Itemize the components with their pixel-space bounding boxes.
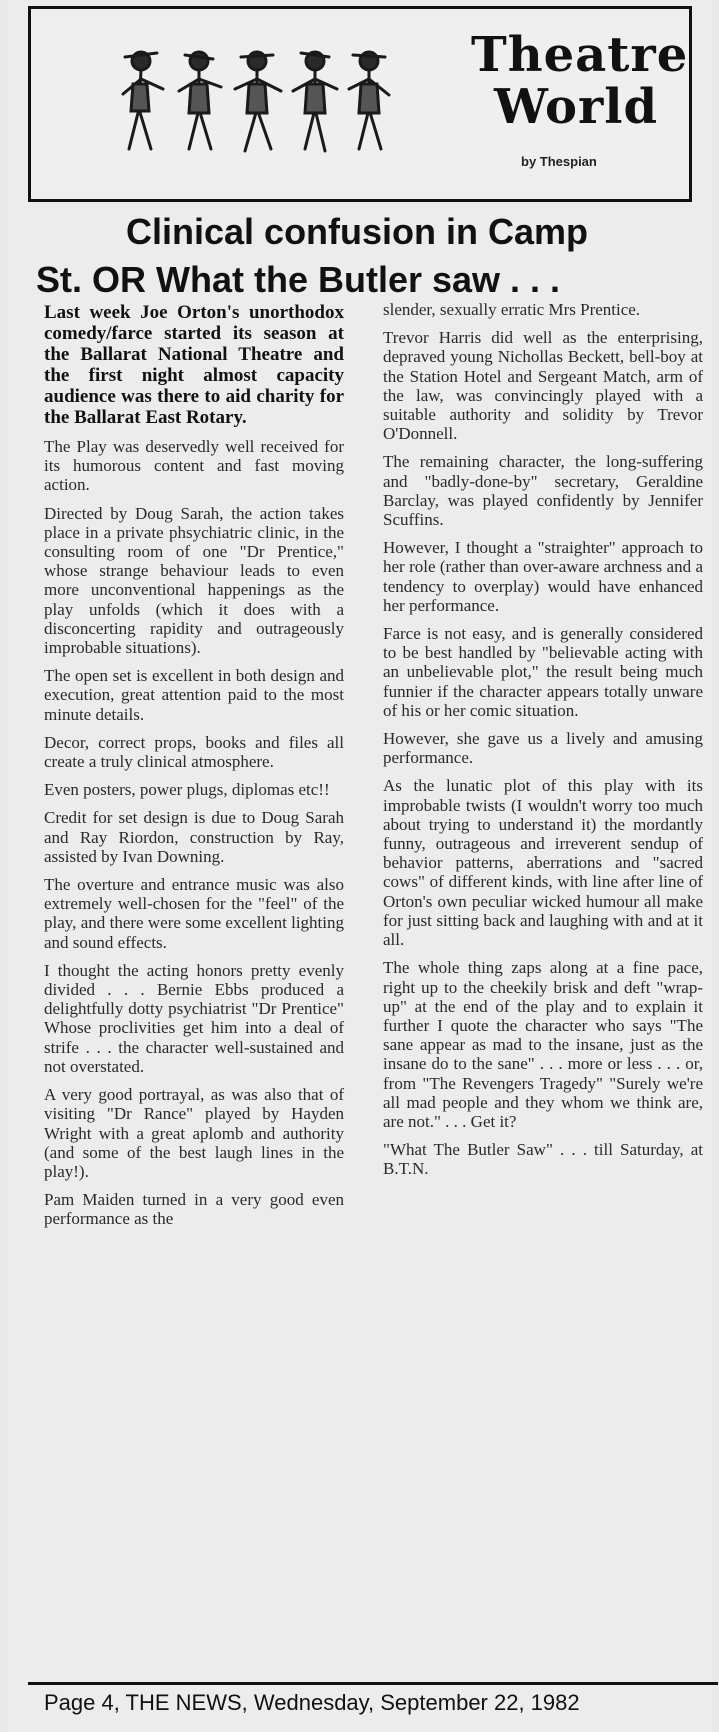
page-footer: Page 4, THE NEWS, Wednesday, September 22, 1982 [44, 1690, 580, 1715]
paragraph: Decor, correct props, books and files all create a truly clinical atmosphere. [44, 732, 344, 772]
paragraph: The open set is excellent in both design and execution, great attention paid to the most minute details. [44, 666, 344, 724]
paragraph: I thought the acting honors pretty evenly divided . . . Bernie Ebbs produced a delightfully dotty psychiatrist "Dr Prentice" Whose proclivities get him into a deal of strife . . . the character well-sustained and not overstated. [44, 960, 344, 1076]
paragraph: Farce is not easy, and is generally considered to be best handled by "believable acting with an unbelievable plot," the result being much funnier if the character appears totally unware of his or her comic situation. [383, 624, 703, 720]
newspaper-clipping [8, 0, 713, 1732]
paragraph: However, I thought a "straighter" approach to her role (rather than over-aware archness and a tendency to overplay) would have enhanced her performance. [383, 538, 703, 615]
right-column [383, 300, 703, 1188]
paragraph: "What The Butler Saw" . . . till Saturday, at B.T.N. [383, 1140, 703, 1179]
paragraph: As the lunatic plot of this play with its improbable twists (I wouldn't worry too much about trying to understand it) the mordantly funny, outrageous and irreverent sendup of behavior patterns, aberrations and "sacred cows" of different kinds, with line after line of Orton's own peculiar wicked humour all make for just sitting back and laughing with and at it all. [383, 776, 703, 950]
lead-paragraph: Last week Joe Orton's unorthodox comedy/farce started its season at the Ballarat National Theatre and the first night almost capacity audience was there to aid charity for the Ballarat East Rotary. [44, 302, 344, 428]
headline-line-2: St. OR What the Butler saw . . . [36, 259, 561, 300]
paragraph: The whole thing zaps along at a fine pace, right up to the cheekily brisk and deft "wrap-up" at the end of the play and to explain it further I quote the character who says "The sane appear as mad to the insane, just as the insane do to the sane" . . . more or less . . . or, from "The Revengers Tragedy" "Surely we're all mad people and they whom we think are, are not." . . . Get it? [383, 958, 703, 1131]
byline: by Thespian [521, 154, 597, 169]
paragraph: Directed by Doug Sarah, the action takes place in a private phsychiatric clinic, in the consulting room of one "Dr Prentice," whose strange behaviour leads to even more unconventional happenings as the play unfolds (which it does with a disconcerting rapidity and outrageously improbable situations). [44, 503, 344, 658]
paragraph: The remaining character, the long-suffering and "badly-done-by" secretary, Geraldine Barclay, was played confidently by Jennifer Scuffins. [383, 452, 703, 530]
article-headline [36, 208, 716, 304]
paragraph: Even posters, power plugs, diplomas etc!! [44, 780, 330, 800]
paragraph: slender, sexually erratic Mrs Prentice. [383, 300, 641, 319]
left-column [44, 302, 344, 1238]
headline-line-1: Clinical confusion in Camp [126, 211, 589, 252]
paragraph: However, she gave us a lively and amusing performance. [383, 729, 703, 768]
dancing-figures-icon [101, 39, 401, 189]
footer-divider [28, 1682, 718, 1685]
paragraph: The overture and entrance music was also extremely well-chosen for the "feel" of the play, and there were some excellent lighting and sound effects. [44, 875, 344, 952]
column-masthead-box [28, 6, 692, 202]
paragraph: A very good portrayal, as was also that of visiting "Dr Rance" played by Hayden Wright with a great aplomb and authority (and some of the best laugh lines in the play!). [44, 1085, 344, 1181]
theatre-world-title [471, 27, 689, 135]
paragraph: Pam Maiden turned in a very good even performance as the [44, 1190, 344, 1229]
paragraph: The Play was deservedly well received for its humorous content and fast moving action. [44, 437, 344, 495]
paragraph: Trevor Harris did well as the enterprising, depraved young Nichollas Beckett, bell-boy at the Station Hotel and Sergeant Match, arm of the law, was convincingly played with a suitable authority and solidity by Trevor O'Donnell. [383, 328, 703, 444]
masthead-line-2: World [493, 79, 659, 135]
paragraph: Credit for set design is due to Doug Sarah and Ray Riordon, construction by Ray, assisted by Ivan Downing. [44, 808, 344, 866]
masthead-line-1: Theatre [471, 27, 689, 83]
